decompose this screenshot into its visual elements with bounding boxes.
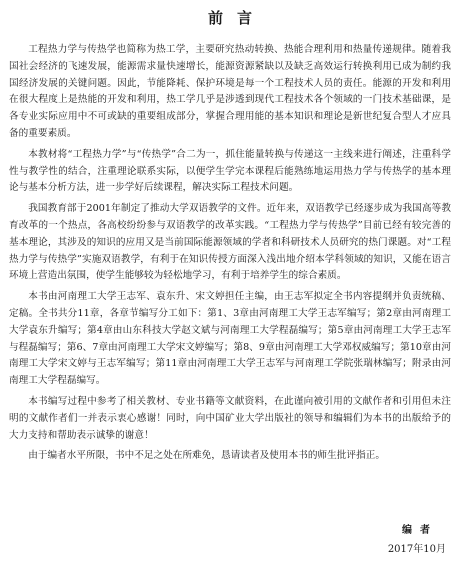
paragraph-disclaimer: 由于编者水平所限，书中不足之处在所难免，恳请读者及使用本书的师生批评指正。 [28,450,386,462]
signature: 编者 [402,525,438,536]
paragraph-scope: 本教材将“工程热力学”与“传热学”合二为一，抓住能量转换与传递这一主线来进行阐述，注重科学性与教学性的结合，注重理论联系实际，以便学生学完本课程后能熟练地运用热力学与传热学的基本理论与基本分析方法，进一步学好后续课程，解决实际工程技术问题。 [9,148,451,194]
paragraph-bilingual: 我国教育部于2001年制定了推动大学双语教学的文件。近年来，双语教学已经逐步成为我国高等教育改革的一个热点，各高校纷纷参与双语教学的改革实践。“工程热力学与传热学”目前已经有较完善的基本理论，其涉及的知识的应用又是当前国际能源领域的学者和科研技术人员研究的热门课题。对“工程热力学与传热学”实施双语教学，有利于在知识传授方面深入浅出地介绍本学科领域的知识，又能在语言环境上营造出氛围，使学生能够较为轻松地学习，有利于培养学生的综合素质。 [9,203,451,282]
date: 2017年10月 [387,544,446,555]
paragraph-authors: 本书由河南理工大学王志军、袁东升、宋文婷担任主编，由王志军拟定全书内容提纲并负责统稿、定稿。全书共分11章，各章节编写分工如下：第1、3章由河南理工大学王志军编写；第2章由河南理工大学袁东升编写；第4章由山东科技大学赵文斌与河南理工大学程磊编写；第5章由河南理工大学王志军与程磊编写；第6、7章由河南理工大学宋文婷编写；第8、9章由河南理工大学邓权威编写；第10章由河南理工大学宋文婷与王志军编写；第11章由河南理工大学王志军与河南理工学院张瑞林编写；附录由河南理工大学程磊编写。 [9,291,451,387]
page-title: 前言 [207,9,266,27]
paragraph-intro: 工程热力学与传热学也简称为热工学，主要研究热动转换、热能合理利用和热量传递规律。随着我国社会经济的飞速发展，能源需求量快速增长，能源资源紧缺以及缺乏高效运行转换利用已成为制约我国经济发展的关键问题。因此，节能降耗、保护环境是每一个工程技术人员的责任。能源的开发和利用在很大程度上是热能的开发和利用，热工学几乎是涉透到现代工程技术各个领域的一门技术基础课，是各专业实际应用中不可或缺的重要组成部分，掌握合理用能的基本知识和理论是新世纪复合型人才应具备的重要素质。 [9,44,451,139]
paragraph-acknowledgements: 本书编写过程中参考了相关教材、专业书籍等文献资料，在此谨向被引用的文献作者和引用但未注明的文献作者们一并表示衷心感谢！同时，向中国矿业大学出版社的领导和编辑们为本书的出版给予的大力支持和帮助表示诚挚的谢意！ [9,395,451,441]
